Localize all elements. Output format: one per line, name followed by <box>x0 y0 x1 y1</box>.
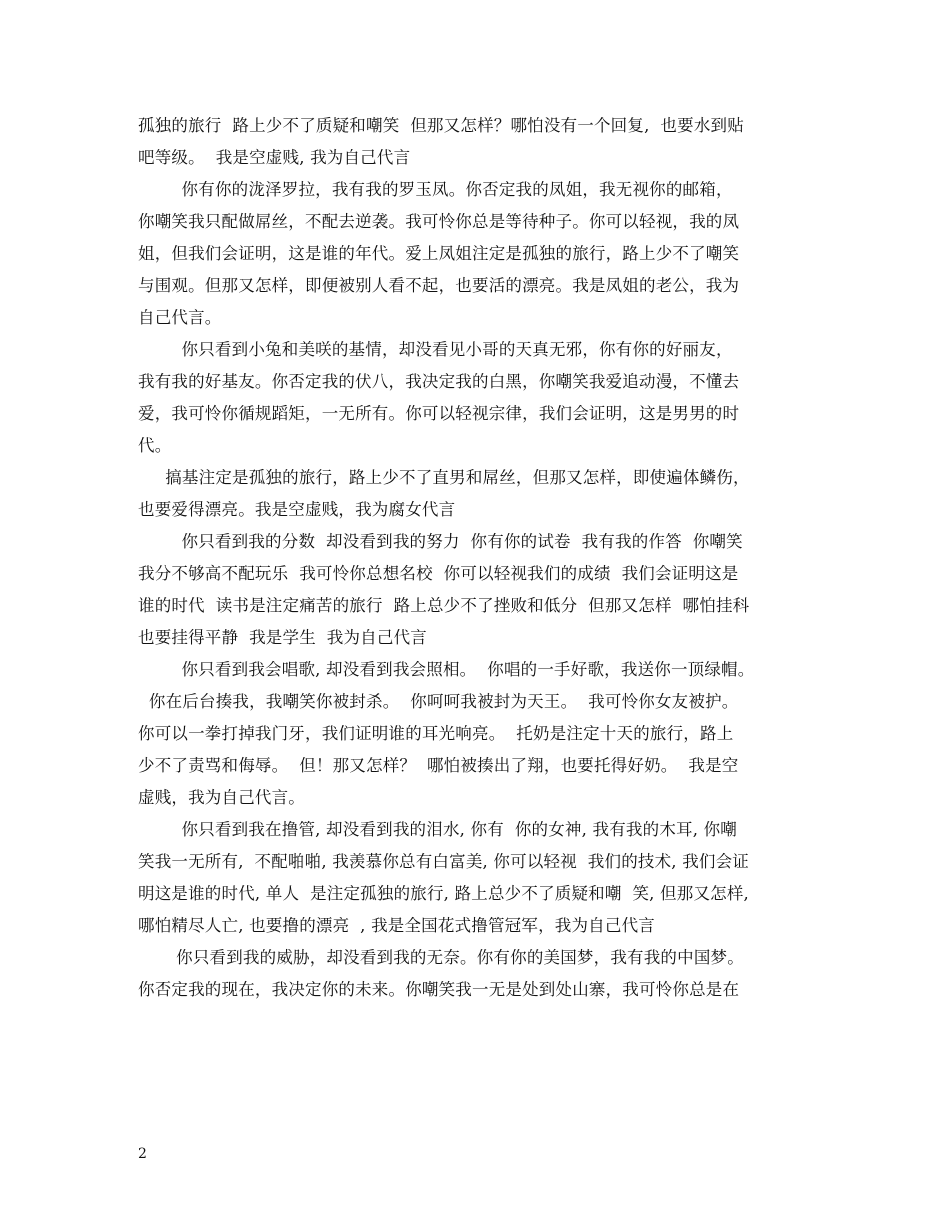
text-line: 姐，但我们会证明，这是谁的年代。爱上凤姐注定是孤独的旅行，路上少不了嘲笑 <box>138 244 740 263</box>
text-line: 自己代言。 <box>138 308 222 327</box>
text-line: 哪怕精尽人亡, 也要撸的漂亮 , 我是全国花式撸管冠军，我为自己代言 <box>138 916 655 935</box>
text-line: 吧等级。 我是空虚贱, 我为自己代言 <box>138 148 411 167</box>
text-line: 你只看到我会唱歌, 却没看到我会照相。 你唱的一手好歌，我送你一顶绿帽。 <box>138 660 755 679</box>
text-line: 爱，我可怜你循规蹈矩，一无所有。你可以轻视宗律，我们会证明，这是男男的时 <box>138 404 740 423</box>
text-line: 你可以一拳打掉我门牙，我们证明谁的耳光响亮。 托奶是注定十天的旅行，路上 <box>138 724 734 743</box>
text-line: 你在后台揍我，我嘲笑你被封杀。 你呵呵我被封为天王。 我可怜你女友被护。 <box>138 692 739 711</box>
text-line: 谁的时代 读书是注定痛苦的旅行 路上总少不了挫败和低分 但那又怎样 哪怕挂科 <box>138 596 750 615</box>
text-line: 也要挂得平静 我是学生 我为自己代言 <box>138 628 427 647</box>
text-line: 明这是谁的时代, 单人 是注定孤独的旅行, 路上总少不了质疑和嘲 笑, 但那又怎样, <box>138 884 749 903</box>
text-line: 孤独的旅行 路上少不了质疑和嘲笑 但那又怎样？哪怕没有一个回复, 也要水到贴 <box>138 116 744 135</box>
text-line: 你否定我的现在，我决定你的未来。你嘲笑我一无是处到处山寨，我可怜你总是在 <box>138 980 740 999</box>
text-line: 你只看到我的分数 却没看到我的努力 你有你的试卷 我有我的作答 你嘲笑 <box>138 532 743 551</box>
page-number: 2 <box>138 1146 147 1162</box>
text-line: 少不了责骂和侮辱。 但！那又怎样？ 哪怕被揍出了翔，也要托得好奶。 我是空 <box>138 756 739 775</box>
text-line: 我有我的好基友。你否定我的伏八，我决定我的白黑，你嘲笑我爱追动漫，不懂去 <box>138 372 740 391</box>
text-line: 也要爱得漂亮。我是空虚贱，我为腐女代言 <box>138 500 456 519</box>
text-line: 笑我一无所有, 不配啪啪, 我羡慕你总有白富美, 你可以轻视 我们的技术, 我们会证 <box>138 852 749 871</box>
text-line: 你嘲笑我只配做屌丝，不配去逆袭。我可怜你总是等待种子。你可以轻视，我的凤 <box>138 212 740 231</box>
text-line: 我分不够高不配玩乐 我可怜你总想名校 你可以轻视我们的成绩 我们会证明这是 <box>138 564 739 583</box>
text-line: 与围观。但那又怎样，即便被别人看不起，也要活的漂亮。我是凤姐的老公，我为 <box>138 276 740 295</box>
text-line: 你有你的泷泽罗拉，我有我的罗玉凤。你否定我的凤姐，我无视你的邮箱， <box>138 180 733 199</box>
text-line: 搞基注定是孤独的旅行，路上少不了直男和屌丝，但那又怎样，即使遍体鳞伤， <box>138 468 750 487</box>
body-text <box>138 110 828 1006</box>
text-line: 你只看到我在撸管, 却没看到我的泪水, 你有 你的女神, 我有我的木耳, 你嘲 <box>138 820 738 839</box>
text-line: 虚贱，我为自己代言。 <box>138 788 305 807</box>
text-line: 你只看到我的威胁，却没看到我的无奈。你有你的美国梦，我有我的中国梦。 <box>138 948 744 967</box>
text-line: 你只看到小兔和美咲的基情，却没看见小哥的天真无邪，你有你的好丽友， <box>138 340 733 359</box>
text-line: 代。 <box>138 436 172 455</box>
